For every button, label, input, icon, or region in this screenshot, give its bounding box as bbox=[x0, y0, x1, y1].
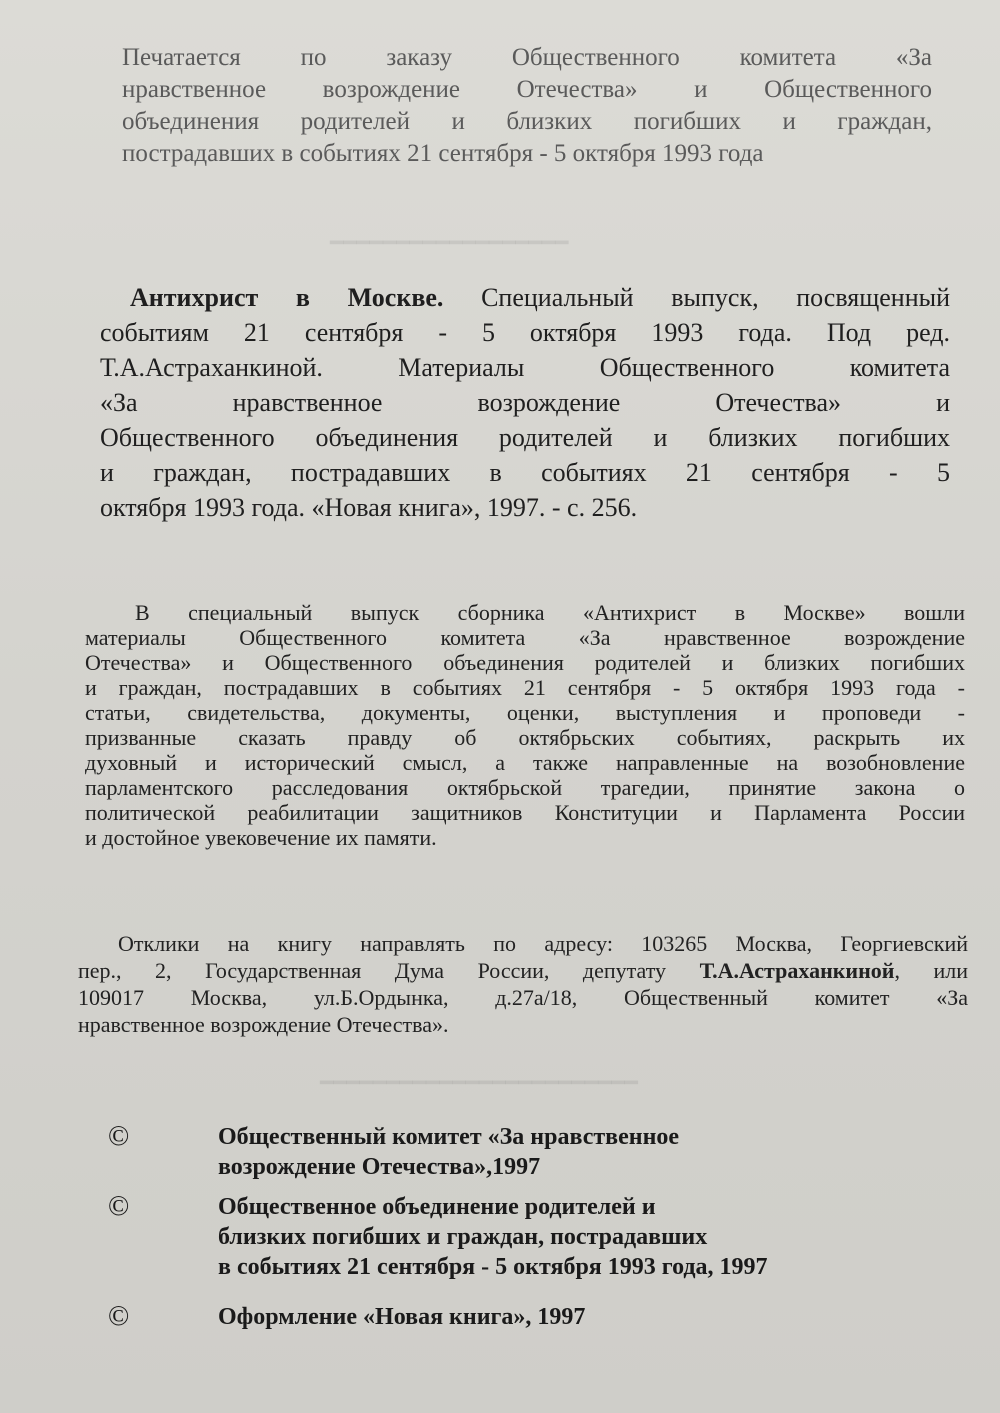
responses-text: , или bbox=[894, 958, 969, 983]
biblio-line bbox=[100, 280, 950, 315]
copyright-line: Оформление «Новая книга», 1997 bbox=[218, 1304, 586, 1330]
imprint-line: объединения родителей и близких погибших и граждан, bbox=[122, 108, 932, 135]
biblio-line-rest: Специальный выпуск, посвященный bbox=[481, 283, 951, 312]
annotation-line: В специальный выпуск сборника «Антихрист в Москве» вошли bbox=[135, 600, 965, 625]
annotation-line: духовный и исторический смысл, а также направленные на возобновление bbox=[85, 750, 965, 775]
imprint-line: Печатается по заказу Общественного комитета «За bbox=[122, 44, 932, 71]
annotation bbox=[85, 600, 965, 850]
biblio-line: «За нравственное возрождение Отечества» и bbox=[100, 388, 950, 417]
biblio-line: октября 1993 года. «Новая книга», 1997. - с. 256. bbox=[100, 493, 638, 522]
responses-line: нравственное возрождение Отечества». bbox=[78, 1012, 449, 1037]
copyright-line: Общественное объединение родителей и bbox=[218, 1194, 656, 1220]
copyright-icon: © bbox=[108, 1301, 130, 1332]
biblio-line: событиям 21 сентября - 5 октября 1993 года. Под ред. bbox=[100, 318, 950, 347]
copyright-line: Общественный комитет «За нравственное bbox=[218, 1124, 680, 1150]
copyright-icon: © bbox=[108, 1191, 130, 1222]
annotation-line: и достойное увековечение их памяти. bbox=[85, 825, 437, 850]
biblio-line: и граждан, пострадавших в событиях 21 сентября - 5 bbox=[100, 458, 950, 487]
biblio-line: Т.А.Астраханкиной. Материалы Общественного комитета bbox=[100, 353, 950, 382]
copyright-line: в событиях 21 сентября - 5 октября 1993 года, 1997 bbox=[218, 1254, 768, 1280]
biblio-line: Общественного объединения родителей и близких погибших bbox=[100, 423, 950, 452]
imprint-line: нравственное возрождение Отечества» и Общественного bbox=[122, 76, 932, 103]
responses-address bbox=[78, 930, 968, 1038]
copyright-line: возрождение Отечества»,1997 bbox=[218, 1154, 541, 1180]
responses-line: 109017 Москва, ул.Б.Ордынка, д.27а/18, Общественный комитет «За bbox=[78, 985, 968, 1010]
bibliographic-description bbox=[100, 280, 950, 525]
responses-line: Отклики на книгу направлять по адресу: 103265 Москва, Георгиевский bbox=[118, 931, 968, 956]
book-title: Антихрист в Москве. bbox=[130, 283, 444, 312]
annotation-line: парламентского расследования октябрьской трагедии, принятие закона о bbox=[85, 775, 965, 800]
responses-line bbox=[78, 957, 968, 984]
bleed-through-text: ━━━━━━━━━━━━━━━━━━━━━━━━ bbox=[320, 1070, 638, 1095]
copyright-icon: © bbox=[108, 1121, 130, 1152]
annotation-line: материалы Общественного комитета «За нравственное возрождение bbox=[85, 625, 965, 650]
deputy-name: Т.А.Астраханкиной bbox=[699, 958, 895, 983]
copyright-line: близких погибших и граждан, пострадавших bbox=[218, 1224, 708, 1250]
imprint-line: пострадавших в событиях 21 сентября - 5 октября 1993 года bbox=[122, 140, 764, 167]
annotation-line: и граждан, пострадавших в событиях 21 сентября - 5 октября 1993 года - bbox=[85, 675, 965, 700]
annotation-line: политической реабилитации защитников Конституции и Парламента России bbox=[85, 800, 965, 825]
annotation-line: статьи, свидетельства, документы, оценки, выступления и проповеди - bbox=[85, 700, 965, 725]
bleed-through-text: ━━━━━━━━━━━━━━━━━━ bbox=[330, 230, 569, 255]
annotation-line: Отечества» и Общественного объединения родителей и близких погибших bbox=[85, 650, 965, 675]
imprint-note bbox=[122, 42, 932, 170]
annotation-line: призванные сказать правду об октябрьских событиях, раскрыть их bbox=[85, 725, 965, 750]
responses-text: пер., 2, Государственная Дума России, депутату bbox=[78, 958, 667, 983]
